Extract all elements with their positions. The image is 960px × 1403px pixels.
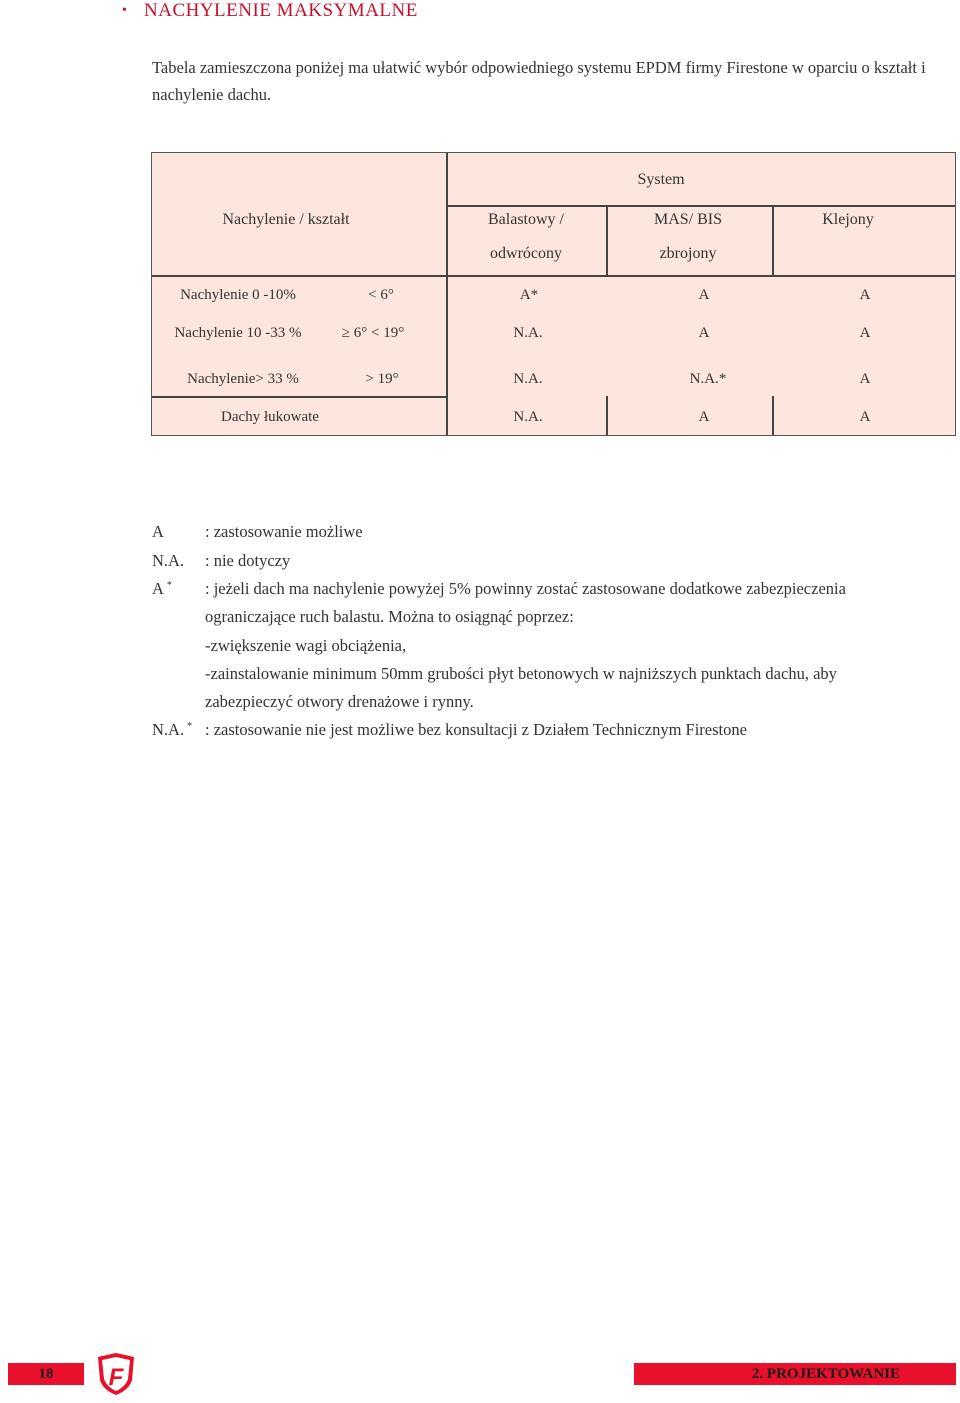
intro-paragraph: Tabela zamieszczona poniżej ma ułatwić wybór odpowiedniego systemu EPDM firmy Firestone w oparciu o kształt i nachylenie dachu.: [152, 58, 926, 104]
row3-ballast: N.A.: [513, 371, 543, 387]
page-number: 18: [38, 1366, 54, 1382]
legend-astar-line3: -zwiększenie wagi obciążenia,: [205, 636, 407, 655]
table-divider: [606, 396, 608, 435]
heading-bullet: •: [122, 3, 128, 18]
ballast-header-line1: Balastowy /: [488, 211, 564, 228]
legend-astar-letter: A: [152, 579, 164, 598]
glued-header: Klejony: [822, 211, 874, 228]
legend-na-text: : nie dotyczy: [205, 551, 291, 570]
legend-a-key: A: [152, 522, 164, 541]
legend-nastar-text: : zastosowanie nie jest możliwe bez konsultacji z Działem Technicznym Firestone: [205, 720, 747, 739]
mas-header-line1: MAS/ BIS: [653, 211, 723, 228]
table-divider: [152, 275, 955, 277]
system-label: System: [637, 171, 685, 188]
legend-nastar-key: [152, 720, 192, 740]
legend-astar-line5: zabezpieczyć otwory drenażowe i rynny.: [205, 692, 474, 711]
legend-na-key: N.A.: [152, 551, 185, 570]
row4-mas: A: [698, 409, 710, 425]
legend-nastar-asterisk: *: [187, 721, 193, 732]
legend-astar-line4: -zainstalowanie minimum 50mm grubości płyt betonowych w najniższych punktach dachu, aby: [205, 664, 837, 683]
ballast-header-line2: odwrócony: [490, 245, 562, 262]
table-divider: [606, 205, 608, 275]
row1-ballast: A*: [519, 287, 539, 303]
slope-shape-header: Nachylenie / kształt: [222, 211, 350, 228]
row1-glued: A: [859, 287, 871, 303]
legend-a-text: : zastosowanie możliwe: [205, 522, 363, 541]
row4-glued: A: [859, 409, 871, 425]
heading-title: NACHYLENIE MAKSYMALNE: [144, 0, 418, 21]
table-divider: [772, 396, 774, 435]
row1-mas: A: [698, 287, 710, 303]
section-name: 2. PROJEKTOWANIE: [751, 1366, 900, 1382]
logo-letter: F: [108, 1364, 124, 1391]
legend-nastar-letters: N.A.: [152, 720, 185, 739]
firestone-logo-icon: [96, 1352, 136, 1396]
row1-angle: < 6°: [368, 287, 394, 303]
row2-slope: Nachylenie 10 -33 %: [174, 325, 302, 341]
row4-ballast: N.A.: [513, 409, 543, 425]
table-divider: [152, 396, 446, 398]
table-divider: [446, 153, 448, 435]
legend-astar-line1: : jeżeli dach ma nachylenie powyżej 5% powinny zostać zastosowane dodatkowe zabezpieczenia: [205, 579, 846, 598]
row3-mas: N.A.*: [689, 371, 727, 387]
row2-mas: A: [698, 325, 710, 341]
row2-ballast: N.A.: [513, 325, 543, 341]
legend-astar-asterisk: *: [166, 580, 172, 591]
section-heading: [122, 0, 418, 22]
mas-header-line2: zbrojony: [659, 245, 717, 262]
legend-astar-key: [152, 579, 172, 599]
row3-angle: > 19°: [365, 371, 399, 387]
row4-slope: Dachy łukowate: [221, 409, 319, 425]
table-divider: [772, 205, 774, 275]
row1-slope: Nachylenie 0 -10%: [180, 287, 296, 303]
table-divider: [446, 205, 955, 207]
row3-glued: A: [859, 371, 871, 387]
row2-glued: A: [859, 325, 871, 341]
slope-system-table: [151, 152, 956, 436]
row3-slope: Nachylenie> 33 %: [187, 371, 299, 387]
row2-angle: ≥ 6° < 19°: [341, 325, 405, 341]
legend-astar-line2: ograniczające ruch balastu. Można to osiągnąć poprzez:: [205, 607, 574, 626]
